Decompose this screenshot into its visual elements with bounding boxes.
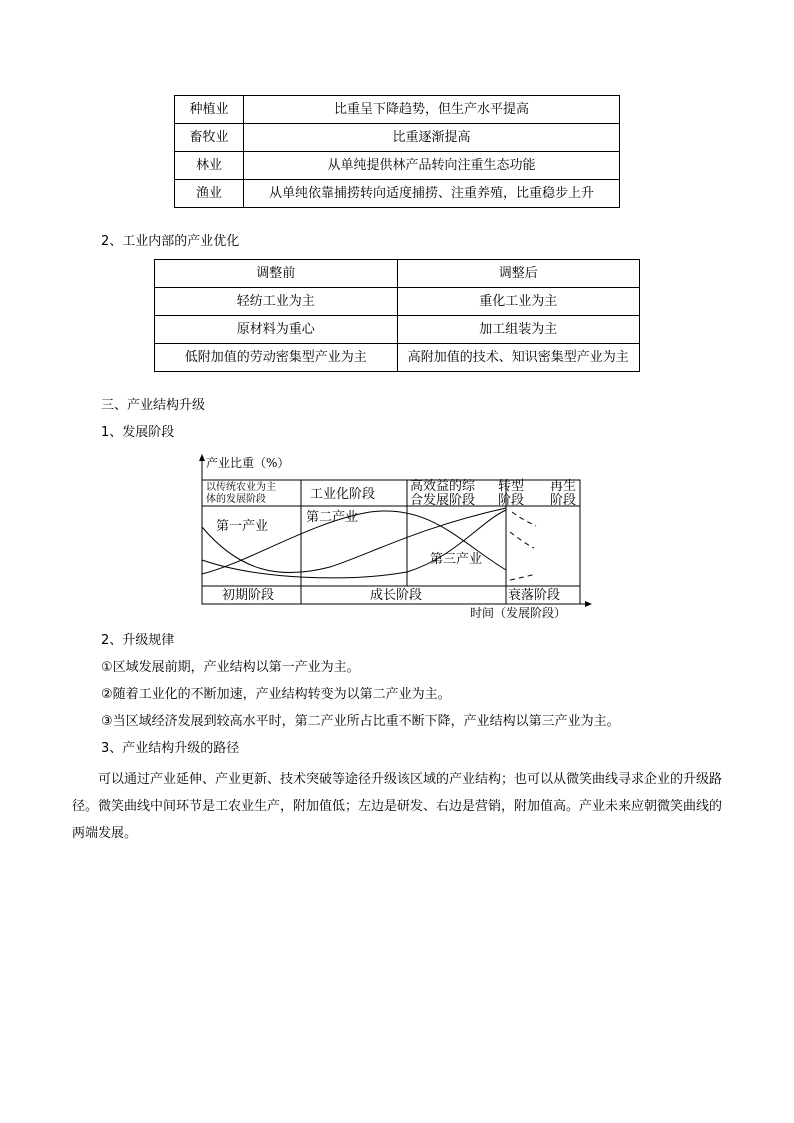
table-row bbox=[155, 344, 640, 372]
table-header-row bbox=[155, 260, 640, 288]
sector-cell: 畜牧业 bbox=[175, 124, 244, 152]
table-row bbox=[175, 180, 620, 208]
sub2-heading: 2、升级规律 bbox=[101, 633, 175, 648]
stage-label: 阶段 bbox=[550, 493, 577, 508]
dashed-trend bbox=[510, 532, 534, 548]
series-label-primary: 第一产业 bbox=[216, 519, 269, 534]
development-stage-diagram bbox=[170, 452, 602, 624]
stage-label: 工业化阶段 bbox=[310, 487, 376, 502]
change-cell: 比重逐渐提高 bbox=[244, 124, 620, 152]
section3-heading: 三、产业结构升级 bbox=[101, 398, 206, 413]
phase-label: 初期阶段 bbox=[222, 588, 275, 603]
change-cell: 比重呈下降趋势，但生产水平提高 bbox=[244, 96, 620, 124]
table-row bbox=[175, 152, 620, 180]
after-cell: 重化工业为主 bbox=[397, 288, 640, 316]
after-cell: 高附加值的技术、知识密集型产业为主 bbox=[397, 344, 640, 372]
stage-label: 阶段 bbox=[498, 493, 525, 508]
before-cell: 原材料为重心 bbox=[155, 316, 398, 344]
stage-label: 以传统农业为主 bbox=[206, 482, 276, 493]
after-cell: 加工组装为主 bbox=[397, 316, 640, 344]
dashed-trend bbox=[512, 512, 536, 526]
before-cell: 低附加值的劳动密集型产业为主 bbox=[155, 344, 398, 372]
stage-label: 合发展阶段 bbox=[410, 493, 476, 508]
y-axis-arrow bbox=[199, 454, 205, 461]
change-cell: 从单纯提供林产品转向注重生态功能 bbox=[244, 152, 620, 180]
stage-label: 体的发展阶段 bbox=[206, 494, 266, 505]
table-row bbox=[175, 96, 620, 124]
sub3-heading: 3、产业结构升级的路径 bbox=[101, 741, 240, 756]
stage-label: 转型 bbox=[498, 479, 525, 494]
before-cell: 轻纺工业为主 bbox=[155, 288, 398, 316]
table-row bbox=[155, 288, 640, 316]
agriculture-table bbox=[174, 95, 620, 208]
stage-label: 再生 bbox=[550, 479, 577, 494]
change-cell: 从单纯依靠捕捞转向适度捕捞、注重养殖，比重稳步上升 bbox=[244, 180, 620, 208]
stage-label: 高效益的综 bbox=[410, 479, 476, 494]
phase-label: 成长阶段 bbox=[370, 588, 423, 603]
x-axis-arrow bbox=[585, 601, 592, 607]
rule-2: ②随着工业化的不断加速，产业结构转变为以第二产业为主。 bbox=[101, 687, 451, 702]
table-row bbox=[175, 124, 620, 152]
table-row bbox=[155, 316, 640, 344]
dashed-trend bbox=[510, 574, 536, 580]
phase-label: 衰落阶段 bbox=[508, 588, 561, 603]
sector-cell: 渔业 bbox=[175, 180, 244, 208]
industry-table bbox=[154, 259, 640, 372]
header-before: 调整前 bbox=[155, 260, 398, 288]
series-label-secondary: 第二产业 bbox=[306, 510, 359, 525]
x-axis-label: 时间（发展阶段） bbox=[470, 606, 567, 620]
sub1-heading: 1、发展阶段 bbox=[101, 425, 175, 440]
sector-cell: 林业 bbox=[175, 152, 244, 180]
series-label-tertiary: 第三产业 bbox=[430, 552, 483, 567]
section2-heading: 2、工业内部的产业优化 bbox=[101, 234, 240, 249]
rule-3: ③当区域经济发展到较高水平时，第二产业所占比重不断下降，产业结构以第三产业为主。 bbox=[101, 714, 620, 729]
header-after: 调整后 bbox=[397, 260, 640, 288]
upgrade-path-paragraph: 可以通过产业延伸、产业更新、技术突破等途径升级该区域的产业结构；也可以从微笑曲线寻求企业的升级路径。微笑曲线中间环节是工农业生产，附加值低；左边是研发、右边是营销，附加值高。产业未来应朝微笑曲线的两端发展。 bbox=[72, 772, 723, 841]
y-axis-label: 产业比重（%） bbox=[206, 456, 290, 470]
rule-1: ①区域发展前期，产业结构以第一产业为主。 bbox=[101, 660, 360, 675]
sector-cell: 种植业 bbox=[175, 96, 244, 124]
